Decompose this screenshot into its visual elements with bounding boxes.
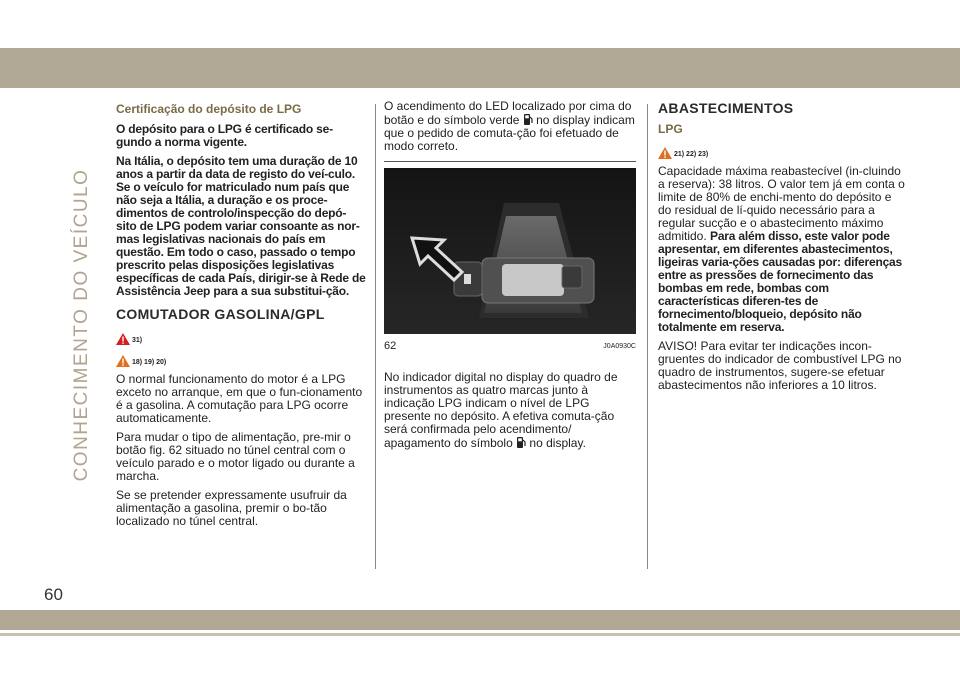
fuel-pump-icon — [523, 113, 533, 126]
petrol-paragraph: Se se pretender expressamente usufruir da alimentação a gasolina, premir o bo-tão localizado no túnel central. — [116, 488, 347, 528]
lpg-subtitle: LPG — [658, 122, 683, 136]
switch-heading: COMUTADOR GASOLINA/GPL — [116, 306, 325, 322]
fuel-pump-icon — [516, 436, 526, 449]
page-number: 60 — [44, 585, 63, 604]
capacity-paragraph — [658, 165, 908, 334]
column-3 — [658, 100, 908, 398]
change-fuel-paragraph: Para mudar o tipo de alimentação, pre-mir o botão fig. 62 situado no túnel central com o veículo parado e o motor ligado ou durante a marcha. — [116, 430, 355, 483]
cert-paragraph-2: Na Itália, o depósito tem uma duração de 10 anos a partir da data de registo do veí-culo. Se o veículo for matriculado num país que não seja a Itália, a duração e os proce-dimentos de controlo/inspecção do depó-sito de LPG podem variar consoante as nor-mas legislativas nacionais do país em questão. Em todo o caso, passado o tempo prescrito pelas disposições legislativas específicas de cada País, dirigir-se à Rede de Assistência Jeep para a sua substitui-ção. — [116, 154, 366, 298]
capacity-bold-text: Para além disso, este valor pode apresentar, em diferentes abastecimentos, ligeiras varia-ções causadas por: diferenças entre as pressões de fornecimento das bombas em rede, bombas com características diferen-tes de fornecimento/bloqueio, depósito não totalmente em reserva. — [658, 229, 902, 334]
column-divider-1 — [375, 104, 376, 569]
led-text-end: no display indicam que o pedido de comuta-ção foi efetuado de modo correto. — [384, 113, 635, 153]
level-paragraph — [384, 371, 636, 450]
warning-note-2 — [116, 351, 366, 367]
orange-warning-icon — [658, 147, 672, 159]
led-text-start: O acendimento do LED localizado por cima do botão e do símbolo verde — [384, 99, 632, 127]
footer-band — [0, 610, 960, 630]
lpg-switch-photo — [384, 168, 636, 334]
figure-code: J0A0930C — [603, 343, 636, 350]
red-warning-icon — [116, 333, 130, 345]
section-side-title: CONHECIMENTO DO VEÍCULO — [71, 168, 92, 482]
cert-paragraph-1: O depósito para o LPG é certificado se-gundo a norma vigente. — [116, 122, 333, 149]
orange-warning-icon — [116, 355, 130, 367]
warning-note-3 — [658, 143, 908, 159]
notice-paragraph: AVISO! Para evitar ter indicações incon-gruentes do indicador de combustível LPG no quadro de instrumentos, sugere-se efetuar abastecimentos não inferiores a 10 litros. — [658, 339, 902, 392]
warning-note-1 — [116, 329, 366, 345]
column-divider-2 — [647, 104, 648, 569]
figure-number: 62 — [384, 340, 397, 352]
capacity-text: Capacidade máxima reabastecível (in-cluindo a reserva): 38 litros. O valor tem já em conta o limite de 80% de enchi-mento do depósito e do residual de lí-quido necessário para a regular sucção e o abastecimento máximo admitido. — [658, 164, 905, 243]
column-1 — [116, 100, 366, 534]
figure-caption — [384, 340, 636, 353]
warning-refs-1: 31) — [132, 337, 143, 344]
warning-refs-3: 21) 22) 23) — [674, 151, 709, 158]
figure-62 — [384, 161, 636, 334]
level-text-start: No indicador digital no display do quadro de instrumentos as quatro marcas junto à indicação LPG indicam o nível de LPG presente no depósito. A efetiva comuta-ção será confirmada pelo acendimento/ apagamento do símbolo — [384, 370, 618, 450]
header-band — [0, 48, 960, 88]
column-2 — [384, 100, 636, 456]
refuel-heading: ABASTECIMENTOS — [658, 100, 794, 116]
level-text-end: no display. — [526, 436, 586, 450]
normal-operation-paragraph: O normal funcionamento do motor é a LPG exceto no arranque, em que o fun-cionamento é a gasolina. A comutação para LPG ocorre automaticamente. — [116, 372, 363, 425]
warning-refs-2: 18) 19) 20) — [132, 359, 167, 366]
cert-subtitle: Certificação do depósito de LPG — [116, 102, 302, 116]
led-paragraph — [384, 100, 636, 153]
footer-rule — [0, 633, 960, 636]
